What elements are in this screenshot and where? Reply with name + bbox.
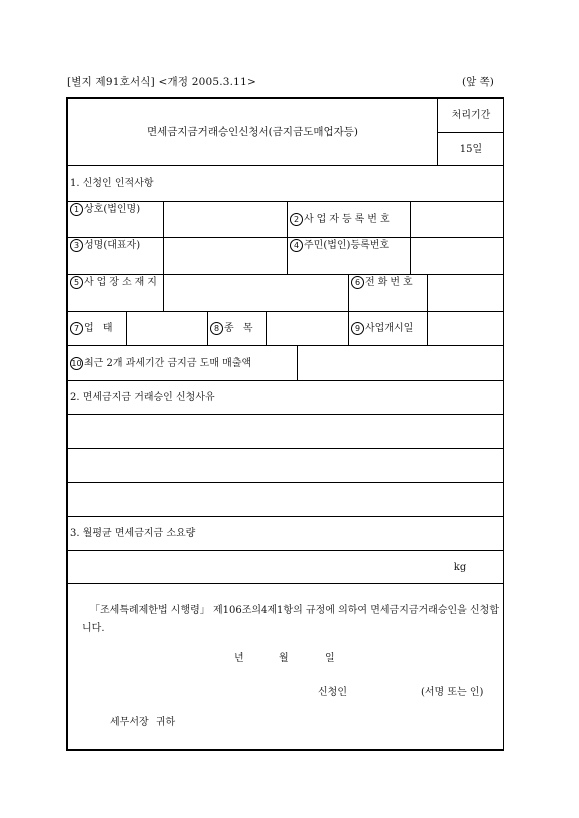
number-7-icon: 7 — [70, 322, 83, 335]
phone-number-label: 6 전화번호 — [349, 276, 427, 310]
number-3-icon: 3 — [70, 239, 83, 252]
monthly-quantity-input[interactable] — [68, 551, 448, 583]
business-type-label: 7 업 태 — [68, 312, 126, 345]
business-name-input[interactable] — [164, 202, 286, 237]
section3-heading: 3. 월평균 면세금지금 소요량 — [70, 528, 196, 539]
recipient: 세무서장 귀하 — [110, 717, 176, 728]
number-4-icon: 4 — [290, 239, 303, 252]
representative-name-label: 3 성명(대표자) — [68, 239, 162, 273]
business-address-input[interactable] — [164, 275, 348, 311]
form-title: 면세금지금거래승인신청서(금지금도매업자등) — [146, 125, 359, 138]
form-number: [별지 제91호서식] <개정 2005.3.11> — [67, 76, 256, 88]
number-8-icon: 8 — [210, 322, 223, 335]
signature-note: (서명 또는 인) — [421, 687, 484, 698]
business-item-label: 8 종 목 — [208, 312, 266, 345]
page-side-label: (앞 쪽) — [462, 76, 494, 88]
representative-name-input[interactable] — [164, 238, 286, 274]
date-year: 년 — [234, 653, 244, 664]
business-reg-number-input[interactable] — [411, 202, 504, 237]
processing-period-value: 15일 — [459, 143, 483, 155]
application-form — [66, 97, 504, 751]
section2-heading: 2. 면세금지금 거래승인 신청사유 — [70, 392, 215, 403]
number-2-icon: 2 — [290, 213, 303, 226]
number-10-icon: 10 — [71, 358, 82, 368]
business-reg-number-label: 2 사업자등록번호 — [288, 202, 410, 237]
reason-line-2[interactable] — [68, 449, 504, 482]
business-item-input[interactable] — [267, 312, 348, 345]
date-day: 일 — [325, 653, 335, 664]
section1-heading: 1. 신청인 인적사항 — [70, 178, 154, 189]
applicant-label: 신청인 — [318, 687, 347, 698]
recent-sales-label: 10 최근 2개 과세기간 금지금 도매 매출액 — [71, 357, 252, 369]
declaration-text: 「조세특례제한법 시행령」 제106조의4제1항의 규정에 의하여 면세금지금거래승인을 신청합니다. — [82, 605, 499, 634]
phone-number-input[interactable] — [428, 275, 504, 311]
number-1-icon: 1 — [70, 203, 83, 216]
resident-reg-number-input[interactable] — [411, 238, 504, 274]
quantity-unit: kg — [453, 561, 467, 573]
business-type-input[interactable] — [127, 312, 207, 345]
signature-field[interactable] — [360, 682, 420, 702]
number-5-icon: 5 — [70, 276, 83, 289]
number-6-icon: 6 — [351, 276, 364, 289]
recent-sales-input[interactable] — [298, 346, 504, 380]
business-address-label: 5 사업장소재지 — [68, 276, 162, 310]
resident-reg-number-label: 4 주민(법인)등록번호 — [288, 239, 410, 273]
date-month: 월 — [279, 653, 289, 664]
processing-period-label: 처리기간 — [451, 110, 491, 121]
reason-line-1[interactable] — [68, 415, 504, 448]
business-start-date-input[interactable] — [428, 312, 504, 345]
business-name-label: 1 상호(법인명) — [68, 203, 162, 237]
business-start-date-label: 9 사업개시일 — [349, 312, 427, 345]
reason-line-3[interactable] — [68, 483, 504, 516]
number-9-icon: 9 — [351, 322, 364, 335]
